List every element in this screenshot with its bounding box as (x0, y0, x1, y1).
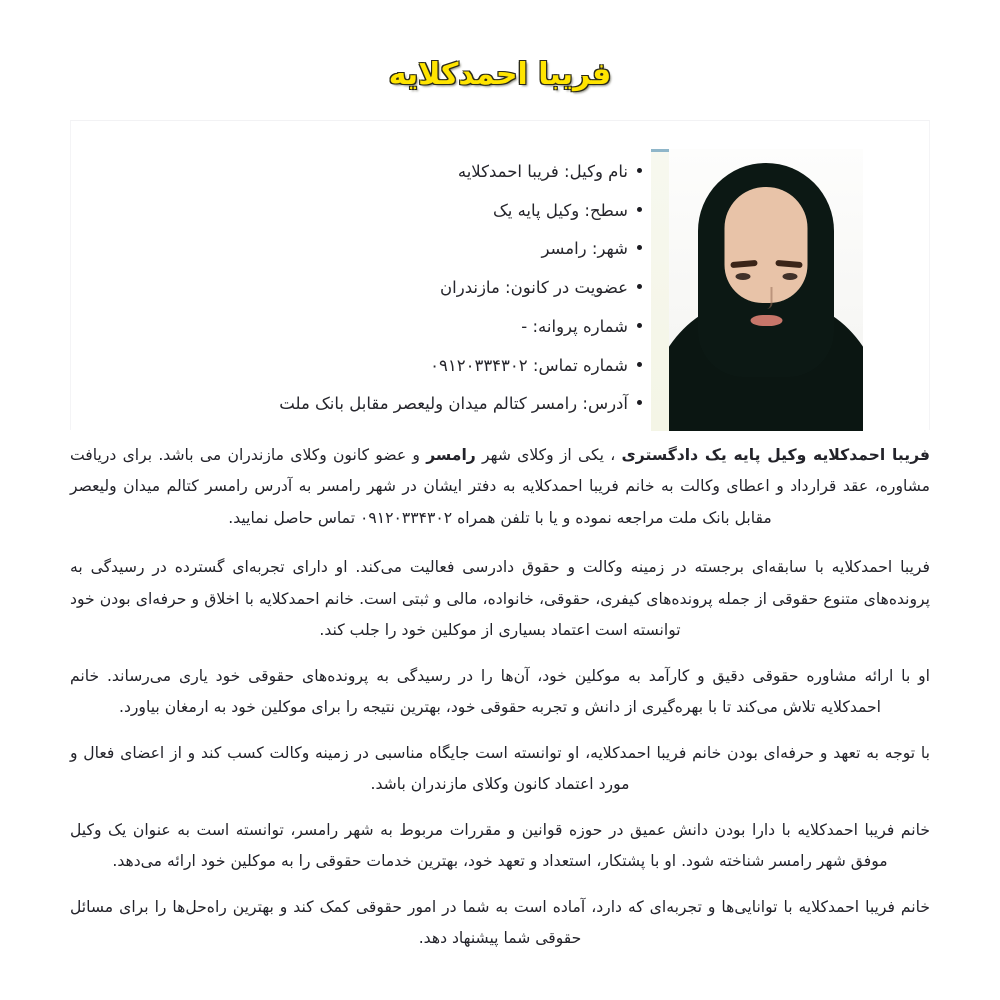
profile-card (70, 120, 930, 430)
info-item-text: عضویت در کانون: مازندران (440, 278, 628, 298)
intro-part-b: و عضو کانون وکلای مازندران می باشد. برای دریافت مشاوره، عقد قرارداد و اعطای وکالت به خانم فریبا احمدکلایه به دفتر ایشان در شهر رامسر به آدرس رامسر کتالم میدان ولیعصر مقابل بانک ملت مراجعه نموده و یا با تلفن همراه ۰۹۱۲۰۳۳۴۳۰۲ تماس حاصل نمایید. (70, 446, 930, 527)
info-item-text: شهر: رامسر (541, 239, 628, 259)
intro-part-a: ، یکی از وکلای شهر (475, 446, 622, 464)
lawyer-info-list (71, 159, 651, 430)
lawyer-portrait-photo (651, 149, 863, 431)
paragraph-experience: فریبا احمدکلایه با سابقه‌ای برجسته در زمینه وکالت و حقوق دادرسی فعالیت می‌کند. او دارای تجربه‌ای گسترده در رسیدگی به پرونده‌های متنوع حقوقی از جمله پرونده‌های کیفری، حقوقی، خانواده، مالی و ثبتی است. خانم احمدکلایه با اخلاق و حرفه‌ای بودن خود توانسته است اعتماد بسیاری از موکلین خود را جلب کند. (70, 558, 930, 640)
profile-photo-panel (651, 121, 929, 431)
list-item (99, 159, 651, 198)
bullet-icon (637, 362, 642, 367)
list-item (99, 198, 651, 237)
paragraph-commitment: با توجه به تعهد و حرفه‌ای بودن خانم فریبا احمدکلایه، او توانسته است جایگاه مناسبی در زمینه وکالت کسب کند و از اعضای فعال و مورد اعتماد کانون وکلای مازندران باشد. (70, 743, 930, 794)
paragraph-knowledge: خانم فریبا احمدکلایه با دارا بودن دانش عمیق در حوزه قوانین و مقررات مربوط به شهر رامسر، توانسته است به عنوان یک وکیل موفق شهر رامسر شناخته شود. او با پشتکار، استعداد و تعهد خود، بهترین خدمات حقوقی را به موکلین خود ارائه می‌دهد. (70, 820, 930, 871)
paragraph-intro (70, 440, 930, 534)
portrait-lips (750, 315, 782, 326)
page-title: فریبا احمدکلایه (388, 57, 612, 92)
portrait-face (725, 187, 808, 303)
list-item (99, 314, 651, 353)
bullet-icon (637, 284, 642, 289)
list-item (99, 391, 651, 430)
info-item-text: آدرس: رامسر کتالم میدان ولیعصر مقابل بانک ملت (279, 394, 628, 414)
list-item (99, 236, 651, 275)
portrait-eyebrow-left (730, 260, 757, 268)
intro-bold-city: رامسر (426, 446, 476, 464)
intro-bold-name: فریبا احمدکلایه وکیل پایه یک دادگستری (621, 446, 930, 464)
photo-left-strip (651, 149, 669, 431)
portrait-eye-right (782, 273, 797, 280)
list-item (99, 275, 651, 314)
bullet-icon (637, 168, 642, 173)
article-body (70, 440, 930, 969)
portrait-eyebrow-right (775, 260, 802, 268)
portrait-nose (762, 287, 772, 309)
photo-canvas (669, 149, 863, 431)
info-item-text: شماره پروانه: - (521, 316, 628, 336)
info-item-text: شماره تماس: ۰۹۱۲۰۳۳۴۳۰۲ (430, 355, 628, 375)
paragraph-closing: خانم فریبا احمدکلایه با توانایی‌ها و تجربه‌ای که دارد، آماده است به شما در امور حقوقی کمک کند و بهترین راه‌حل‌ها را برای مسائل حقوقی شما پیشنهاد دهد. (70, 897, 930, 948)
info-item-text: نام وکیل: فریبا احمدکلایه (457, 162, 628, 181)
info-item-text: سطح: وکیل پایه یک (492, 200, 628, 220)
profile-info-panel (71, 121, 651, 430)
bullet-icon (637, 207, 642, 212)
paragraph-consulting: او با ارائه مشاوره حقوقی دقیق و کارآمد به موکلین خود، آن‌ها را در رسیدگی به پرونده‌های حقوقی خود یاری می‌رساند. خانم احمدکلایه تلاش می‌کند تا با بهره‌گیری از دانش و تجربه حقوقی خود، بهترین نتیجه را برای موکلین خود به ارمغان بیاورد. (70, 666, 930, 717)
portrait-eye-left (735, 273, 750, 280)
bullet-icon (637, 400, 642, 405)
bullet-icon (637, 245, 642, 250)
bullet-icon (637, 323, 642, 328)
list-item (99, 353, 651, 392)
